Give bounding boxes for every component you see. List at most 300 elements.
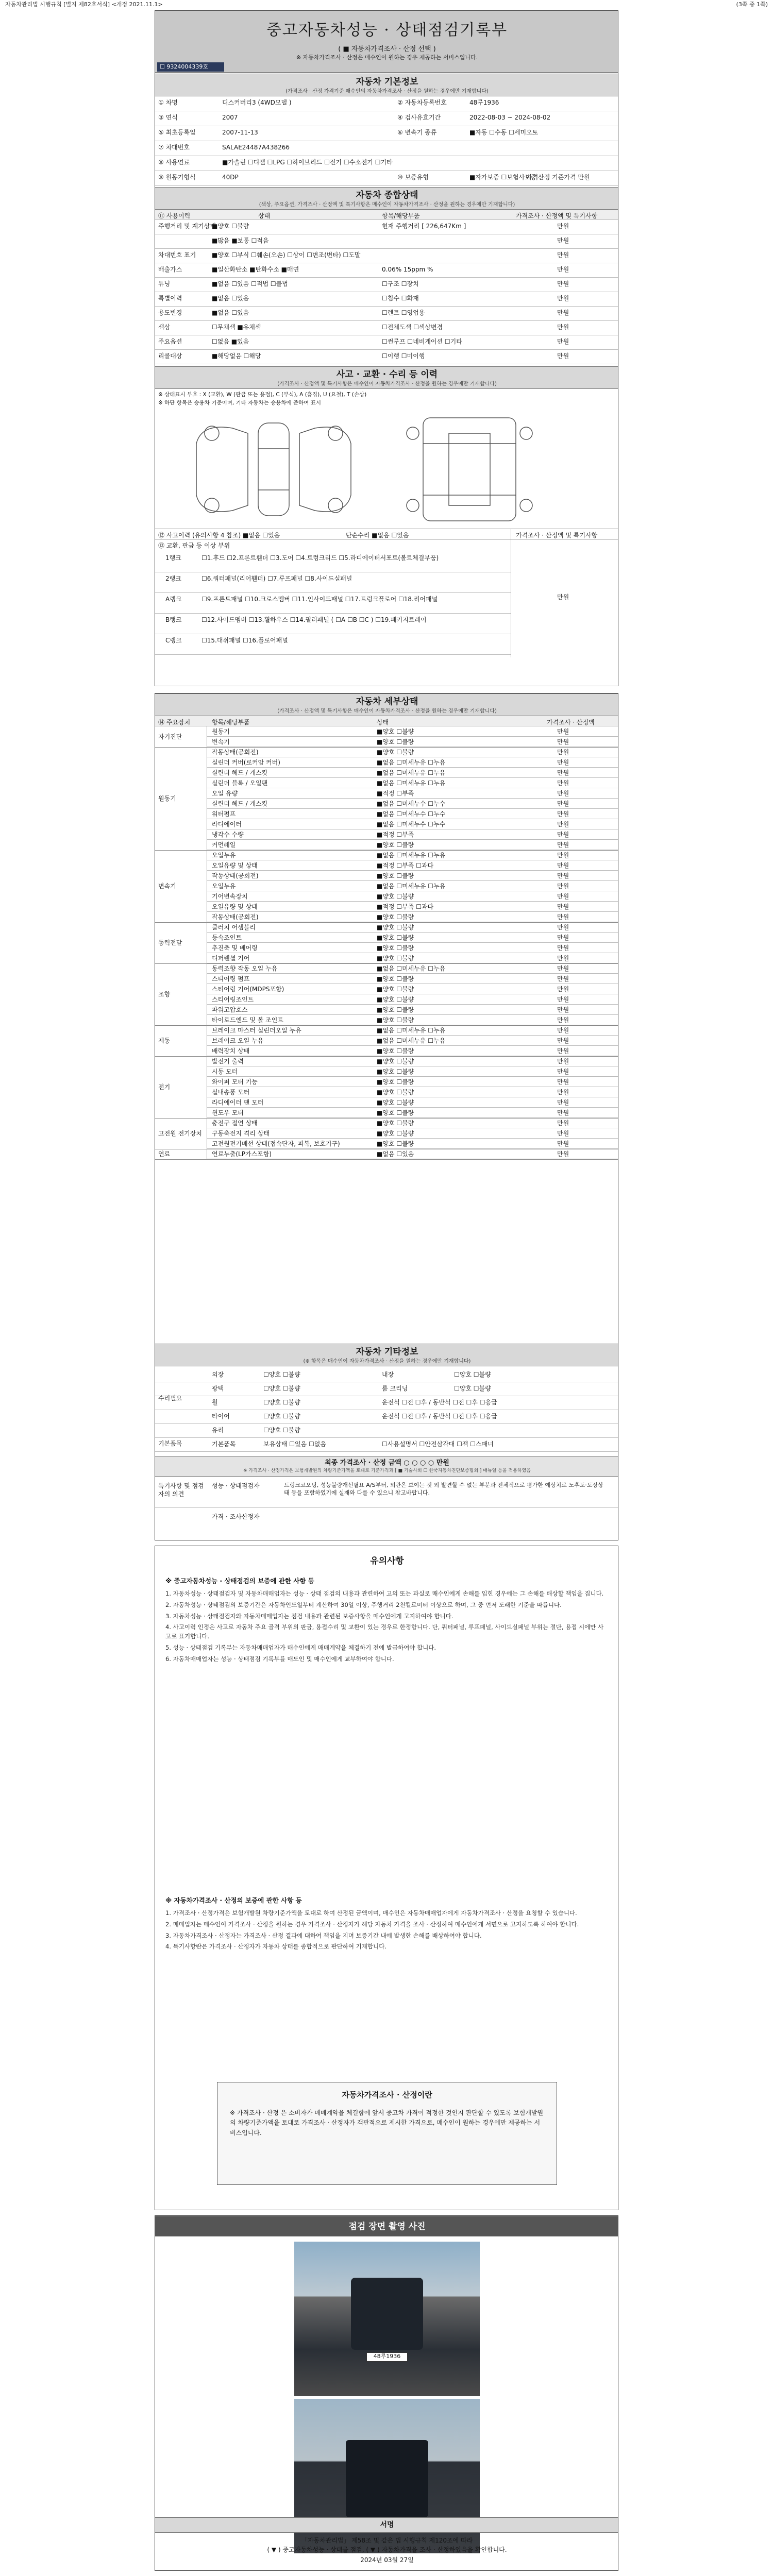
summary-state: ■없음 ☐있음 [212,295,249,302]
accident-subtitle: (가격조사 · 산정액 및 특기사항은 매수인이 자동차가격조사 · 산정을 원하는 경우에만 기재합니다) [277,381,497,387]
summary-label: 주요옵션 [158,338,182,345]
sign-line-2: ( ▼ ) 중고자동차성능 · 상태를 점검, ( ▼ ) 자동차가격을 조사 · 산정하였음을 확인합니다. [267,2546,507,2553]
detail-row [207,963,618,974]
other-a: 휠 [212,1399,218,1406]
detail-group-label: 변속기 [158,883,176,890]
detail-status: ■양호 ☐불량 [377,1006,414,1013]
detail-part: 윈도우 모터 [212,1109,244,1116]
rank-items: ☐9.프론트패널 ☐10.크로스멤버 ☐11.인사이드패널 ☐17.트렁크플로어 ☐18.리어패널 [201,596,438,603]
detail-group-label: 연료 [158,1150,171,1158]
detail-price: 만원 [557,810,569,818]
basic-value-2: ■자가보증 ☐보험사보증 [469,174,537,181]
detail-row [207,1025,618,1036]
detail-status: ■없음 ☐미세누유 ☐누유 [377,1027,446,1034]
detail-price: 만원 [557,955,569,962]
detail-price: 만원 [557,965,569,972]
rank-items: ☐1.후드 ☐2.프론트휀더 ☐3.도어 ☐4.트렁크리드 ☐5.라디에이터서포트(볼트체결부품) [201,554,439,562]
accident-price: 만원 [557,594,569,601]
summary-state: ■해당없음 ☐해당 [212,352,261,360]
other-row [155,1424,618,1438]
detail-price: 만원 [557,913,569,921]
detail-part: 오일누유 [212,883,236,890]
basic-label: ⑧ 사용연료 [158,159,190,166]
detail-status: ■양호 ☐불량 [377,944,414,952]
other-b: ☐양호 ☐불량 [263,1427,300,1434]
other-a: 타이어 [212,1413,230,1420]
detail-price: 만원 [557,779,569,787]
detail-price: 만원 [557,1099,569,1106]
form-title: 중고자동차성능 · 상태점검기록부 [266,21,508,39]
summary-row [155,220,618,234]
detail-row [207,1036,618,1046]
detail-status: ■없음 ☐미세누유 ☐누유 [377,769,446,776]
rank-items: ☐6.쿼터패널(리어휀더) ☐7.루프패널 ☐8.사이드실패널 [201,575,352,582]
detail-price: 만원 [557,790,569,797]
detail-price: 만원 [557,1058,569,1065]
basic-label: ⑦ 차대번호 [158,144,190,151]
detail-price: 만원 [557,1130,569,1137]
detail-price: 만원 [557,862,569,869]
other-left-label-2: 기본품목 [158,1440,182,1447]
detail-part: 등속조인트 [212,934,242,941]
basic-label-2: ② 자동차등록번호 [397,99,447,106]
detail-row [207,799,618,809]
detail-row [207,1077,618,1087]
summary-state: ■없음 ☐있음 ☐적법 ☐불법 [212,280,288,287]
accident-header [155,366,618,389]
basic-value: SALAE24487A438266 [222,144,290,151]
detail-part: 변속기 [212,738,230,745]
other-c: 운전석 ☐전 ☐후 / 동반석 ☐전 ☐후 ☐응급 [382,1413,497,1420]
notice-item: 2. 자동차성능 · 상태점검의 보증기간은 자동차인도일부터 계산하여 30일 이상, 주행거리 2천킬로미터 이상으로 하며, 그 중 먼저 도래한 기준을 따릅니다. [165,1601,562,1608]
detail-row [207,1139,618,1149]
detail-status: ■양호 ☐불량 [377,1068,414,1075]
summary-detail: ☐침수 ☐화재 [382,295,419,302]
accident-title: 사고 · 교환 · 수리 등 이력 [336,369,438,380]
summary-label: 배출가스 [158,266,182,273]
summary-detail: 현재 주행거리 [ 226,647Km ] [382,223,466,230]
summary-price: 만원 [557,223,569,230]
detail-status: ■양호 ☐불량 [377,738,414,745]
summary-header [155,187,618,210]
detail-group-label: 조향 [158,991,171,998]
basic-value: ■가솔린 ☐디젤 ☐LPG ☐하이브리드 ☐전기 ☐수소전기 ☐기타 [222,159,393,166]
sign-line-1: 「자동차관리법」 제58조 및 같은 법 시행규칙 제120조에 따라 [301,2537,473,2544]
detail-price: 만원 [557,934,569,941]
rank-name: 2랭크 [165,575,181,582]
summary-row [155,292,618,307]
rank-name: C랭크 [165,637,182,644]
detail-price: 만원 [557,1120,569,1127]
summary-column-header [155,210,618,220]
detail-status: ■양호 ☐불량 [377,728,414,735]
detail-part: 파워고압호스 [212,1006,248,1013]
basic-row [155,141,618,156]
summary-state: ■양호 ☐불량 [212,223,249,230]
detail-status: ■적정 ☐부족 [377,831,414,838]
basic-value-2: 48루1936 [469,99,499,106]
detail-price: 만원 [557,1068,569,1075]
detail-status: ■양호 ☐불량 [377,893,414,900]
inspection-photo-front [294,2242,480,2396]
summary-state: ■없음 ☐있음 [212,309,249,316]
detail-part: 커먼레일 [212,841,236,849]
price-explain-box [217,2082,557,2185]
detail-row [207,891,618,902]
detail-price: 만원 [557,1109,569,1116]
detail-row [207,1005,618,1015]
detail-part: 브레이크 마스터 실린더오일 누유 [212,1027,301,1034]
detail-status: ■양호 ☐불량 [377,996,414,1003]
detail-row [207,1066,618,1077]
other-header [155,1344,618,1366]
detail-price: 만원 [557,996,569,1003]
basic-label: ⑤ 최초등록일 [158,129,196,136]
basic-label: ① 차명 [158,99,178,106]
detail-status: ■양호 ☐불량 [377,1089,414,1096]
detail-price: 만원 [557,893,569,900]
detail-part: 오일유량 및 상태 [212,862,258,869]
detail-row [207,1056,618,1066]
detail-part: 작동상태(공회전) [212,913,259,921]
detail-part: 오일 유량 [212,790,238,797]
price-explain-text: ※ 가격조사 · 산정 은 소비자가 매매계약을 체결함에 앞서 중고차 가격이 적정한 것인지 판단할 수 있도록 보험개발원의 차량기준가액을 토대로 가격조사 · 산정자가 객관적으로 제시한 가격으로, 매수인이 원하는 경우에만 제공하는 서비스입니다. [230,2109,544,2137]
summary-row [155,350,618,364]
detail-row [207,737,618,747]
other-b: ☐양호 ☐불량 [263,1371,300,1378]
notice-item: 2. 매매업자는 매수인이 가격조사 · 산정을 원하는 경우 가격조사 · 산정자가 해당 자동차 가격을 조사 · 산정하여 매수인에게 서면으로 고지하도록 하여야 합니다. [165,1920,579,1928]
detail-row [207,974,618,984]
detail-row [207,1046,618,1056]
summary-price: 만원 [557,237,569,244]
rank-row [155,614,511,634]
detail-status: ■양호 ☐불량 [377,1120,414,1127]
detail-part: 실린더 블록 / 오일팬 [212,779,268,787]
rank-row [155,593,511,614]
detail-price: 만원 [557,986,569,993]
detail-status: ■양호 ☐불량 [377,1058,414,1065]
sign-header [155,2517,618,2533]
basic-value: 40DP [222,174,239,181]
detail-status: ■양호 ☐불량 [377,749,414,756]
detail-part: 작동상태(공회전) [212,749,259,756]
other-row [155,1368,618,1382]
other-d: ☐양호 ☐불량 [454,1371,491,1378]
summary-price: 만원 [557,338,569,345]
accident-history-row [155,529,618,540]
rank-row [155,572,511,593]
rank-items: ☐12.사이드멤버 ☐13.휠하우스 ☐14.필러패널 ( ☐A ☐B ☐C ) ☐19.패키지트레이 [201,616,427,623]
summary-label: 튜닝 [158,280,171,287]
detail-part: 구동축전지 격리 상태 [212,1130,270,1137]
detail-status: ■적정 ☐부족 ☐과다 [377,862,434,869]
detail-price: 만원 [557,903,569,910]
other-c: 룸 크리닝 [382,1385,408,1392]
detail-row [207,819,618,829]
other-a: 기본품목 [212,1440,236,1448]
rank-row [155,552,511,572]
summary-label: 특별이력 [158,295,182,302]
basic-label-2: ④ 검사유효기간 [397,114,441,121]
special-inspector-text: 트렁크코오팅, 성능불량개선필요 A/S부터, 외관은 보이는 것 외 발견할 수 없는 부분과 전체적으로 평가한 예상치로 노후도·도장상태 등을 포함하였기에 실재와 다를 수 있으니 참고바랍니다. [284,1482,603,1496]
detail-row [207,984,618,994]
summary-detail: ☐구조 ☐장치 [382,280,419,287]
other-row [155,1396,618,1410]
detail-part: 냉각수 수량 [212,831,244,838]
detail-status: ■없음 ☐미세누유 ☐누유 [377,1037,446,1044]
detail-part: 와이퍼 모터 기능 [212,1078,258,1086]
detail-part: 브레이크 오일 누유 [212,1037,264,1044]
summary-detail: 0.06% 15ppm % [382,266,433,273]
detail-price: 만원 [557,1150,569,1158]
rank-items: ☐15.대쉬패널 ☐16.플로어패널 [201,637,288,644]
col-usage: ⑪ 사용이력 [158,212,191,219]
detail-price: 만원 [557,852,569,859]
detail-status: ■양호 ☐불량 [377,924,414,931]
detail-row [207,922,618,933]
summary-price: 만원 [557,251,569,259]
summary-state: ■많음 ■보통 ☐적음 [212,237,269,244]
final-price-note: ※ 가격조사 · 산정가격은 보험개발원의 차량기준가액을 토대로 기준가격과 [ ■ 기술사회 ☐ 한국자동차진단보증협회 ] 매뉴얼 등을 적용하였음 [243,1468,531,1473]
detail-status: ■없음 ☐미세누유 ☐누유 [377,883,446,890]
detail-part: 시동 모터 [212,1068,238,1075]
detail-part: 오일유량 및 상태 [212,903,258,910]
special-label: 특기사항 및 점검자의 의견 [158,1482,204,1498]
price-explain-title: 자동차가격조사 · 산정이란 [342,2090,432,2099]
detail-row [207,757,618,768]
other-row [155,1438,618,1452]
detail-column-header [155,716,618,726]
other-b: 보유상태 ☐있음 ☐없음 [263,1440,326,1448]
detail-price: 만원 [557,872,569,879]
detail-group-label: 동력전달 [158,939,182,946]
detail-status: ■양호 ☐불량 [377,986,414,993]
detail-price: 만원 [557,749,569,756]
notice-sub-1: ※ 중고자동차성능 · 상태점검의 보증에 관한 사항 등 [165,1577,314,1585]
summary-detail: ☐이행 ☐미이행 [382,352,425,360]
detail-part: 실내송풍 모터 [212,1089,250,1096]
detail-price: 만원 [557,841,569,849]
car-diagram-exterior [186,413,361,526]
detail-part: 라디에이터 [212,821,242,828]
sign-date: 2024년 03월 27일 [360,2556,414,2564]
detail-status: ■양호 ☐불량 [377,1078,414,1086]
detail-row [207,860,618,871]
detail-row [207,809,618,819]
other-c: 운전석 ☐전 ☐후 / 동반석 ☐전 ☐후 ☐응급 [382,1399,497,1406]
detail-part: 작동상태(공회전) [212,872,259,879]
special-price-label: 가격 · 조사산정자 [212,1513,260,1520]
basic-row [155,96,618,111]
detail-row [207,768,618,778]
detail-status: ■없음 ☐있음 [377,1150,414,1158]
rank-name: 1랭크 [165,554,181,562]
summary-detail: ☐전체도색 ☐색상변경 [382,324,443,331]
detail-status: ■양호 ☐불량 [377,934,414,941]
document-number: ☐ 9324004339호 [157,62,224,72]
detail-row [207,1149,618,1159]
detail-status: ■양호 ☐불량 [377,1109,414,1116]
detail-row [207,778,618,788]
detail-status: ■없음 ☐미세누유 ☐누유 [377,759,446,766]
other-a: 유리 [212,1427,224,1434]
detail-row [207,943,618,953]
photos-header [155,2216,618,2236]
detail-price: 만원 [557,1078,569,1086]
detail-price: 만원 [557,759,569,766]
summary-label: 색상 [158,324,171,331]
detail-subtitle: (가격조사 · 산정액 및 특기사항은 매수인이 자동차가격조사 · 산정을 원하는 경우에만 기재합니다) [277,708,497,714]
other-left-label: 수리필요 [158,1395,182,1402]
detail-part: 고전원전기배선 상태(접속단자, 피복, 보호기구) [212,1140,340,1147]
detail-row [207,1128,618,1139]
summary-price: 만원 [557,352,569,360]
detail-status: ■없음 ☐미세누수 ☐누수 [377,800,446,807]
detail-price: 만원 [557,1006,569,1013]
detail-part: 기어변속장치 [212,893,248,900]
detail-status: ■양호 ☐불량 [377,1099,414,1106]
detail-part: 스티어링조인트 [212,996,254,1003]
summary-price: 만원 [557,324,569,331]
final-price: 최종 가격조사 · 산정 금액 ○ ○ ○ ○ 만원 [325,1459,449,1467]
special-inspector-label: 성능 · 상태점검자 [212,1482,260,1489]
page-3 [155,1546,618,2210]
detail-group-label: 원동기 [158,795,176,802]
other-c: 내장 [382,1371,394,1378]
summary-price: 만원 [557,295,569,302]
detail-row [207,933,618,943]
summary-row [155,263,618,278]
basic-value: 2007-11-13 [222,129,258,136]
detail-row [207,840,618,850]
detail-part: 워터펌프 [212,810,236,818]
summary-row [155,249,618,263]
notice-item: 6. 자동차매매업자는 성능 · 상태점검 기록부를 매도인 및 매수인에게 교부하여야 합니다. [165,1655,394,1663]
photos-title: 점검 장면 촬영 사진 [348,2222,426,2232]
notice-item: 5. 성능 · 상태점검 기록부는 자동차매매업자가 매수인에게 매매계약을 체결하기 전에 발급하여야 합니다. [165,1644,436,1652]
detail-status: ■양호 ☐불량 [377,1016,414,1024]
detail-group-label: 고전원 전기장치 [158,1130,202,1137]
other-d: ☐양호 ☐불량 [454,1385,491,1392]
form-subtitle: ( ■ 자동차가격조사 · 산정 선택 ) [338,45,436,53]
detail-group-divider [155,1159,618,1160]
col-part: 항목/해당부품 [212,719,250,726]
notice-item: 3. 자동차성능 · 상태점검자와 자동차매매업자는 점검 내용과 관련된 보증사항을 매수인에게 고지하여야 합니다. [165,1612,453,1620]
accident-history: ⑫ 사고이력 (유의사항 4 참조) ■없음 ☐있음 [158,532,280,539]
basic-info-subtitle: (가격조사 · 산정 가격기준 매수인의 자동차가격조사 · 산정을 원하는 경우에만 기재합니다) [285,88,489,94]
detail-status: ■양호 ☐불량 [377,913,414,921]
detail-row [207,1015,618,1025]
detail-row [207,850,618,860]
notice-item: 4. 특기사항란은 가격조사 · 산정자가 자동차 상태를 종합적으로 판단하여 기재합니다. [165,1943,386,1951]
basic-extra: 가격산정 기준가격 만원 [526,174,590,181]
other-a: 외장 [212,1371,224,1378]
detail-price: 만원 [557,738,569,745]
detail-part: 추진축 및 베어링 [212,944,258,952]
detail-part: 라디에이터 팬 모터 [212,1099,264,1106]
other-subtitle: (※ 항목은 매수인이 자동차가격조사 · 산정을 원하는 경우에만 기재합니다) [303,1358,471,1364]
page-4 [155,2215,618,2571]
detail-row [207,788,618,799]
basic-value: 2007 [222,114,238,121]
basic-value-2: 2022-08-03 ~ 2024-08-02 [469,114,551,121]
detail-status: ■없음 ☐미세누수 ☐누수 [377,821,446,828]
sign-title: 서명 [380,2521,394,2529]
form-law-reference: 자동차관리법 시행규칙 [별지 제82호서식] <개정 2021.11.1> [5,1,163,8]
basic-label: ⑨ 원동기형식 [158,174,196,181]
summary-price: 만원 [557,266,569,273]
summary-row [155,307,618,321]
basic-label: ③ 연식 [158,114,178,121]
summary-label: 용도변경 [158,309,182,316]
detail-price: 만원 [557,728,569,735]
notice-item: 3. 자동차가격조사 · 산정자는 가격조사 · 산정 결과에 대하여 책임을 지며 보증기간 내에 발생한 손해를 배상하여야 합니다. [165,1931,482,1939]
detail-part: 동력조향 작동 오일 누유 [212,965,278,972]
summary-row [155,278,618,292]
basic-label-2: ⑩ 보증유형 [397,174,429,181]
basic-info-header [155,74,618,96]
summary-detail: ☐렌트 ☐영업용 [382,309,425,316]
summary-label: 주행거리 및 계기상태 [158,223,216,230]
detail-row [207,994,618,1005]
detail-price: 만원 [557,1027,569,1034]
detail-status: ■양호 ☐불량 [377,1047,414,1055]
notice-item: 1. 자동차성능 · 상태점검자 및 자동차매매업자는 성능 · 상태 점검의 내용과 관련하여 고의 또는 과실로 매수인에게 손해를 입힌 경우에는 그 손해를 배상할 책임을 집니다. [165,1590,604,1597]
simple-repair: 단순수리 ■없음 ☐있음 [346,532,409,539]
rank-title: ⑬ 교환, 판금 등 이상 부위 [158,542,230,549]
detail-row [207,912,618,922]
detail-row [207,726,618,737]
summary-state: ■일산화탄소 ■탄화수소 ■매연 [212,266,299,273]
detail-title: 자동차 세부상태 [356,697,418,707]
detail-price: 만원 [557,1037,569,1044]
detail-status: ■양호 ☐불량 [377,1140,414,1147]
detail-price: 만원 [557,800,569,807]
detail-price: 만원 [557,1016,569,1024]
notice-list-1 [165,1589,609,1666]
page-2 [155,693,618,1540]
notice-item: 4. 사고이력 인정은 사고로 자동차 주요 골격 부위의 판금, 용접수리 및 교환이 있는 경우로 한정합니다. 단, 쿼터패널, 루프패널, 사이드실패널 부위는 절단, 용접 시에만 사고로 표기합니다. [165,1623,604,1640]
detail-price: 만원 [557,1140,569,1147]
detail-status: ■양호 ☐불량 [377,955,414,962]
detail-group-label: 자기진단 [158,733,182,740]
col-detail-price: 가격조사 · 산정액 [547,719,595,726]
summary-state: ☐무채색 ■유채색 [212,324,261,331]
detail-group-label: 제동 [158,1037,171,1044]
basic-value-2: ■자동 ☐수동 ☐세미오토 [469,129,539,136]
detail-status: ■양호 ☐불량 [377,1130,414,1137]
summary-row [155,234,618,249]
notice-sub-2: ※ 자동차가격조사 · 산정의 보증에 관한 사항 등 [165,1896,302,1904]
accident-legend: ※ 상태표시 부호 : X (교환), W (판금 또는 용접), C (부식), A (흠집), U (요철), T (손상) [158,392,367,398]
summary-title: 자동차 종합상태 [356,190,418,200]
summary-label: 차대번호 표기 [158,251,196,259]
detail-status: ■없음 ☐미세누유 ☐누유 [377,965,446,972]
final-price-header [155,1456,618,1477]
detail-status: ■양호 ☐불량 [377,975,414,982]
detail-row [207,902,618,912]
detail-row [207,881,618,891]
detail-price: 만원 [557,924,569,931]
accident-price-col: 가격조사 · 산정액 및 특기사항 [516,532,598,539]
detail-part: 연료누출(LP가스포함) [212,1150,272,1158]
detail-part: 발전기 출력 [212,1058,244,1065]
detail-part: 원동기 [212,728,230,735]
col-state: 상태 [258,212,271,219]
detail-row [207,747,618,757]
summary-row [155,335,618,350]
form-header-note: ※ 자동차가격조사 · 산정은 매수인이 원하는 경우 제공하는 서비스입니다. [296,54,478,61]
